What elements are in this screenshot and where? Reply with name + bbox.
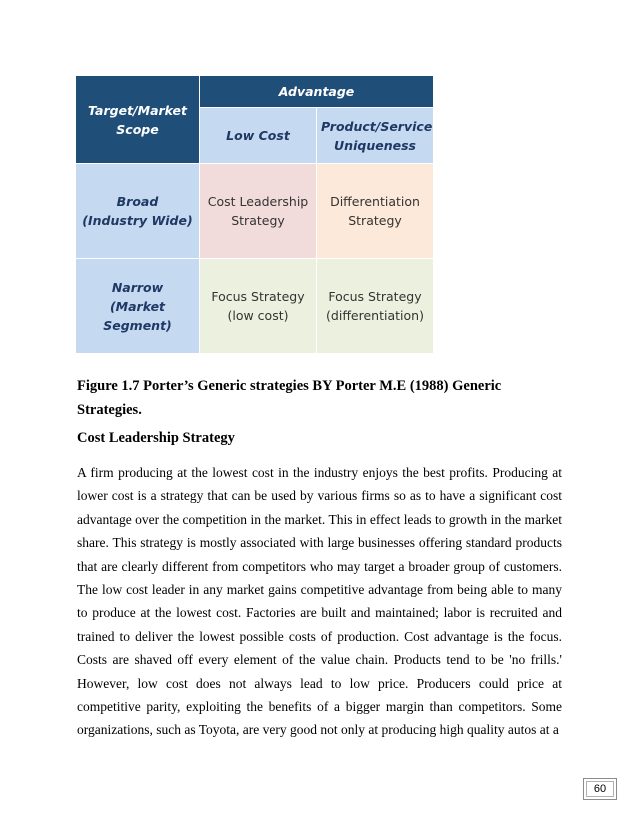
cost-leadership-line-2: Strategy bbox=[231, 213, 285, 228]
corner-cell bbox=[76, 76, 200, 164]
cost-leadership-line-1: Cost Leadership bbox=[207, 194, 309, 209]
body-paragraph: A firm producing at the lowest cost in the industry enjoys the best profits. Producing at lower cost is a strategy that can be used by various firms so as to have a significant cost advantage over the competition in the market. This in effect leads to growth in the market share. This strategy is mostly associated with large businesses offering standard products that are clearly different from competitors who may target a broader group of customers. The low cost leader in any market gains competitive advantage from being able to many to produce at the lowest cost. Factories are built and maintained; labor is recruited and trained to deliver the lowest possible costs of production. Cost advantage is the focus. Costs are shaved off every element of the value chain. Products tend to be 'no frills.' However, low cost does not always lead to low price. Producers could price at competitive parity, exploiting the benefits of a bigger margin than competitors. Some organizations, such as Toyota, are very good not only at producing high quality autos at a bbox=[77, 465, 562, 738]
narrow-line-2: (Market Segment) bbox=[103, 298, 172, 333]
focus-diff-line-2: (differentiation) bbox=[326, 308, 424, 323]
cost-leadership-cell bbox=[200, 164, 317, 259]
corner-line-2: Scope bbox=[116, 121, 159, 137]
focus-low-line-1: Focus Strategy bbox=[211, 289, 305, 304]
uniqueness-header bbox=[317, 108, 434, 164]
page-number: 60 bbox=[593, 783, 607, 795]
differentiation-line-2: Strategy bbox=[348, 213, 402, 228]
focus-low-cost-cell bbox=[200, 259, 317, 354]
figure-caption: Figure 1.7 Porter’s Generic strategies BY Porter M.E (1988) Generic Strategies. bbox=[77, 378, 502, 418]
low-cost-header: Low Cost bbox=[200, 108, 317, 164]
uniqueness-line-1: Product/Service bbox=[321, 118, 433, 134]
broad-line-2: (Industry Wide) bbox=[82, 213, 193, 228]
corner-line-1: Target/Market bbox=[88, 102, 187, 118]
focus-low-line-2: (low cost) bbox=[227, 308, 289, 323]
differentiation-cell bbox=[317, 164, 434, 259]
differentiation-line-1: Differentiation bbox=[330, 194, 420, 209]
section-heading: Cost Leadership Strategy bbox=[77, 430, 235, 446]
focus-differentiation-cell bbox=[317, 259, 434, 354]
advantage-header: Advantage bbox=[200, 76, 434, 108]
narrow-row-header bbox=[76, 259, 200, 354]
narrow-line-1: Narrow bbox=[111, 279, 164, 295]
page-number-box bbox=[583, 778, 617, 800]
uniqueness-line-2: Uniqueness bbox=[334, 137, 416, 153]
porter-generic-strategies-figure bbox=[75, 75, 434, 354]
broad-row-header bbox=[76, 164, 200, 259]
focus-diff-line-1: Focus Strategy bbox=[328, 289, 422, 304]
broad-line-1: Broad bbox=[116, 194, 159, 209]
